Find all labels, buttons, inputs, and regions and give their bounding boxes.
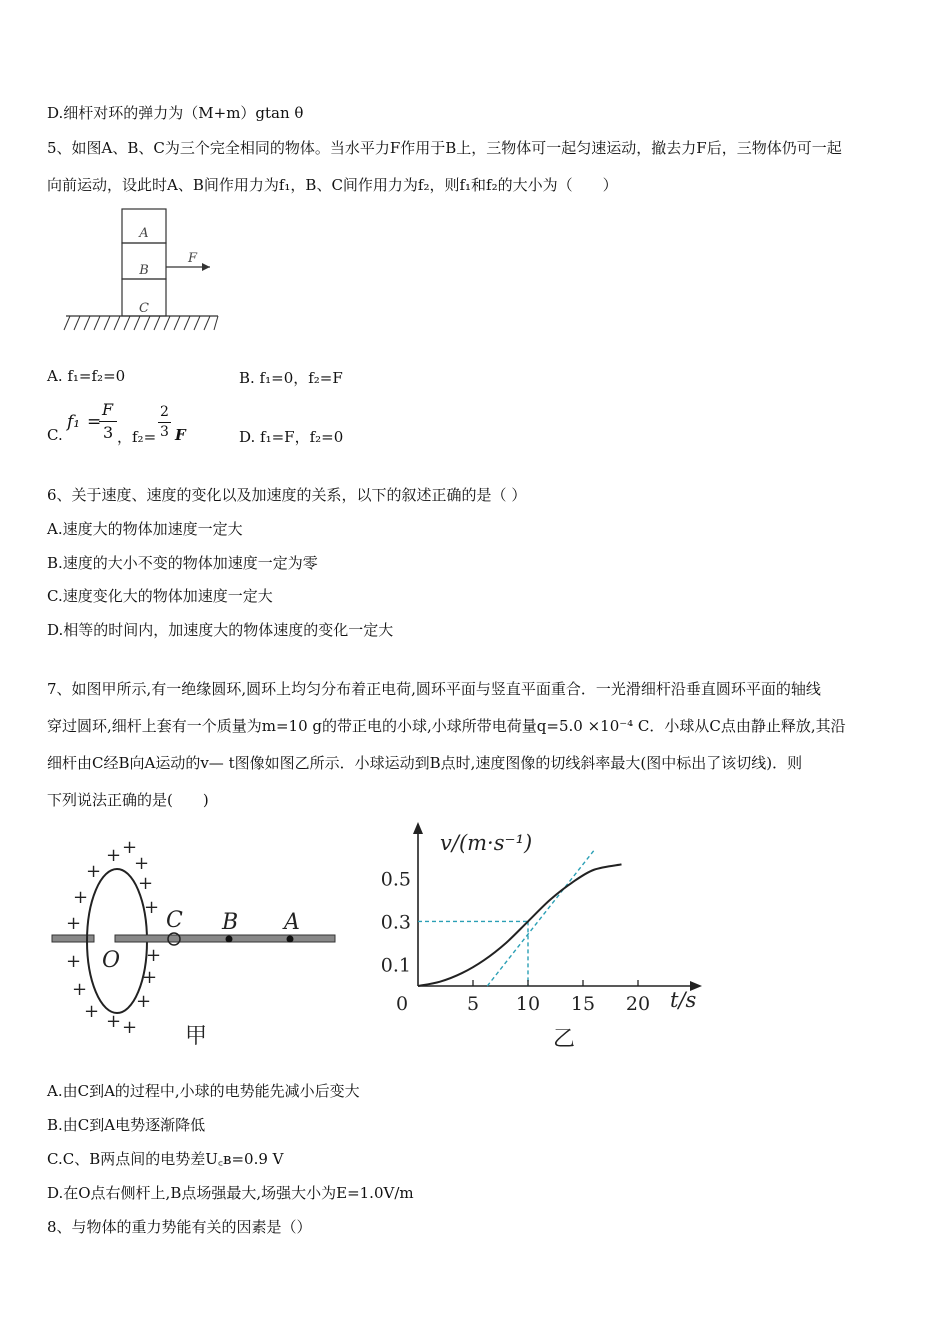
option-c-num2: 2 [160,404,169,420]
q6-option-d: D.相等的时间内，加速度大的物体速度的变化一定大 [47,621,394,639]
rod-right [115,935,335,942]
block-b-label: B [139,263,149,278]
q7-option-c: C.C、B两点间的电势差U꜀ʙ=0.9 V [47,1150,284,1168]
x-tick-label: 5 [466,993,480,1015]
plus-sign: + [66,913,82,934]
y-tick-label: 0.5 [380,868,411,891]
vt-chart [380,818,710,1058]
tangent-line [487,850,594,986]
plus-sign: + [122,1017,138,1038]
q7-option-d: D.在O点右侧杆上,B点场强最大,场强大小为E=1.0V/m [47,1184,414,1202]
plus-sign: + [72,979,88,1000]
q7-stem-line2: 穿过圆环,细杆上套有一个质量为m=10 g的带正电的小球,小球所带电荷量q=5.0 ×10⁻⁴ C．小球从C点由静止释放,其沿 [47,717,846,735]
force-label: F [188,251,198,266]
q4-option-d: D.细杆对环的弹力为（M+m）gtan θ [47,104,304,122]
x-tick-label: 15 [570,993,596,1015]
option-c-f1: f₁ [67,412,81,432]
block-c-label: C [139,301,149,316]
option-c-eq: = [87,412,102,432]
q6-option-c: C.速度变化大的物体加速度一定大 [47,587,273,605]
plus-sign: + [136,991,152,1012]
y-tick-label: 0.3 [380,911,411,934]
x-tick-label: 10 [515,993,541,1015]
label-a: A [284,910,300,935]
caption-yi: 乙 [553,1027,576,1052]
y-tick-label: 0.1 [380,954,411,977]
plus-sign: + [86,861,102,882]
x-axis-label: t/s [670,988,697,1012]
option-c-den: 3 [103,423,114,442]
plus-sign: + [84,1001,100,1022]
point-b-dot [226,936,233,943]
option-c-mid: ，f₂= [117,428,157,446]
fraction-bar-2 [158,422,171,423]
q5-option-d: D. f₁=F，f₂=0 [239,428,344,446]
option-c-den2: 3 [160,424,169,440]
fraction-bar [99,421,117,422]
caption-jia: 甲 [185,1024,208,1049]
plus-sign: + [146,945,162,966]
plus-sign: + [106,845,122,866]
q7-stem-line4: 下列说法正确的是( ) [47,791,209,809]
q6-option-a: A.速度大的物体加速度一定大 [47,520,243,538]
y-axis-label: v/(m·s⁻¹) [440,831,533,855]
q6-option-b: B.速度的大小不变的物体加速度一定为零 [47,554,318,572]
label-o: O [102,948,121,973]
q7-stem-line1: 7、如图甲所示,有一绝缘圆环,圆环上均匀分布着正电荷,圆环平面与竖直平面重合．一光滑细杆沿垂直圆环平面的轴线 [47,680,821,698]
plus-sign: + [138,873,154,894]
x-tick-label: 0 [395,993,409,1015]
y-axis-arrow [413,822,423,834]
plus-sign: + [106,1011,122,1032]
q5-option-a: A. f₁=f₂=0 [47,367,126,385]
q7-option-b: B.由C到A电势逐渐降低 [47,1116,206,1134]
block-a-label: A [139,226,149,241]
velocity-curve [418,864,622,986]
q8-stem: 8、与物体的重力势能有关的因素是（） [47,1218,312,1236]
q5-block-figure [60,200,230,340]
q5-option-c [47,400,227,450]
q6-stem: 6、关于速度、速度的变化以及加速度的关系，以下的叙述正确的是（ ） [47,486,527,504]
option-c-prefix: C. [47,426,63,444]
q7-option-a: A.由C到A的过程中,小球的电势能先减小后变大 [47,1082,360,1100]
q5-stem-line2: 向前运动，设此时A、B间作用力为f₁，B、C间作用力为f₂，则f₁和f₂的大小为（ ） [47,176,618,194]
point-a-dot [287,936,294,943]
q7-stem-line3: 细杆由C经B向A运动的v— t图像如图乙所示．小球运动到B点时,速度图像的切线斜率最大(图中标出了该切线)．则 [47,754,803,772]
label-c: C [166,908,183,933]
option-c-end: F [175,426,186,444]
plus-sign: + [66,951,82,972]
plus-sign: + [73,887,89,908]
option-c-num: F [102,400,114,419]
q5-option-b: B. f₁=0，f₂=F [239,369,343,387]
plus-sign: + [144,897,160,918]
x-tick-label: 20 [625,993,651,1015]
plus-sign: + [142,967,158,988]
q7-ring-figure [48,835,348,1060]
label-b: B [222,910,239,935]
plus-sign: + [134,853,150,874]
q5-stem-line1: 5、如图A、B、C为三个完全相同的物体。当水平力F作用于B上，三物体可一起匀速运动，撤去力F后，三物体仍可一起 [47,139,842,157]
plus-sign: + [122,837,138,858]
